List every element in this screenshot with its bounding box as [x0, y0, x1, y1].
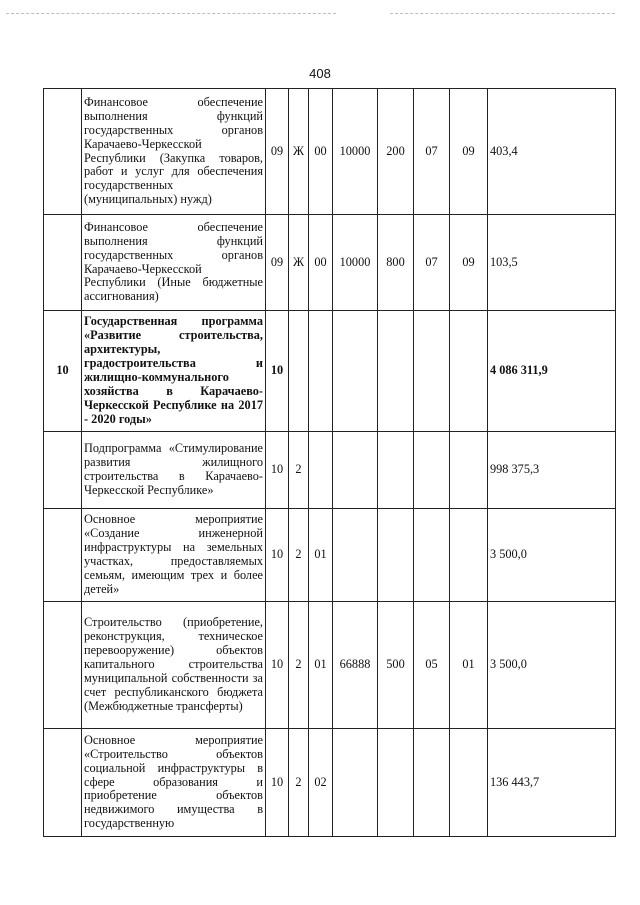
code-subsection	[450, 311, 488, 432]
code-expense-type: 200	[378, 89, 414, 215]
code-section: 07	[414, 89, 450, 215]
scan-artifact-line	[390, 13, 615, 15]
row-description: Финансовое обеспечение выполнения функций государственных органов Карачаево-Черкесской Республики (Закупка товаров, работ и услуг для обеспечения государственных (муниципальных) нужд)	[82, 89, 266, 215]
code-subprogram: 2	[289, 432, 309, 509]
code-subsection: 01	[450, 602, 488, 729]
code-program: 10	[266, 509, 289, 602]
code-program: 10	[266, 602, 289, 729]
row-index	[44, 432, 82, 509]
code-subprogram: Ж	[289, 89, 309, 215]
code-direction: 10000	[333, 215, 378, 311]
code-activity: 01	[309, 509, 333, 602]
row-index	[44, 602, 82, 729]
code-activity: 01	[309, 602, 333, 729]
code-section	[414, 432, 450, 509]
code-direction	[333, 509, 378, 602]
code-activity: 00	[309, 215, 333, 311]
row-amount: 4 086 311,9	[488, 311, 616, 432]
code-subprogram: 2	[289, 729, 309, 837]
table-row	[44, 432, 616, 509]
row-amount: 998 375,3	[488, 432, 616, 509]
table-row	[44, 89, 616, 215]
code-subprogram: 2	[289, 509, 309, 602]
code-program: 10	[266, 432, 289, 509]
code-subsection	[450, 432, 488, 509]
row-description: Основное мероприятие «Строительство объектов социальной инфраструктуры в сфере образования и приобретение объектов недвижимого имущества в государственную	[82, 729, 266, 837]
budget-table	[43, 88, 616, 837]
table-row	[44, 311, 616, 432]
row-description: Подпрограмма «Стимулирование развития жилищного строительства в Карачаево-Черкесской Республике»	[82, 432, 266, 509]
code-subprogram	[289, 311, 309, 432]
table-row	[44, 602, 616, 729]
code-subsection: 09	[450, 89, 488, 215]
row-index	[44, 729, 82, 837]
code-activity: 00	[309, 89, 333, 215]
table-row	[44, 509, 616, 602]
row-index	[44, 509, 82, 602]
code-direction: 66888	[333, 602, 378, 729]
code-subsection	[450, 509, 488, 602]
code-subprogram: 2	[289, 602, 309, 729]
row-index: 10	[44, 311, 82, 432]
code-expense-type	[378, 509, 414, 602]
row-description: Государственная программа «Развитие строительства, архитектуры, градостроительства и жилищно-коммунального хозяйства в Карачаево-Черкесской Республике на 2017 - 2020 годы»	[82, 311, 266, 432]
code-section: 05	[414, 602, 450, 729]
code-section: 07	[414, 215, 450, 311]
code-subsection	[450, 729, 488, 837]
code-expense-type: 500	[378, 602, 414, 729]
row-amount: 103,5	[488, 215, 616, 311]
code-expense-type	[378, 729, 414, 837]
table-row	[44, 729, 616, 837]
code-subsection: 09	[450, 215, 488, 311]
row-index	[44, 89, 82, 215]
scan-artifact-line	[6, 13, 336, 15]
table-row	[44, 215, 616, 311]
page-number: 408	[309, 66, 331, 81]
row-description: Финансовое обеспечение выполнения функций государственных органов Карачаево-Черкесской Республики (Иные бюджетные ассигнования)	[82, 215, 266, 311]
row-amount: 136 443,7	[488, 729, 616, 837]
code-direction: 10000	[333, 89, 378, 215]
row-description: Основное мероприятие «Создание инженерной инфраструктуры на земельных участках, предоставляемых семьям, имеющим трех и более детей»	[82, 509, 266, 602]
code-program: 10	[266, 729, 289, 837]
code-expense-type	[378, 432, 414, 509]
code-activity: 02	[309, 729, 333, 837]
code-section	[414, 509, 450, 602]
code-section	[414, 311, 450, 432]
code-subprogram: Ж	[289, 215, 309, 311]
row-amount: 403,4	[488, 89, 616, 215]
row-amount: 3 500,0	[488, 509, 616, 602]
code-section	[414, 729, 450, 837]
code-program: 09	[266, 89, 289, 215]
code-direction	[333, 311, 378, 432]
row-amount: 3 500,0	[488, 602, 616, 729]
code-activity	[309, 311, 333, 432]
code-direction	[333, 432, 378, 509]
code-expense-type: 800	[378, 215, 414, 311]
code-program: 09	[266, 215, 289, 311]
code-expense-type	[378, 311, 414, 432]
code-program: 10	[266, 311, 289, 432]
row-description: Строительство (приобретение, реконструкция, техническое перевооружение) объектов капитального строительства муниципальной собственности за счет республиканского бюджета (Межбюджетные трансферты)	[82, 602, 266, 729]
code-direction	[333, 729, 378, 837]
row-index	[44, 215, 82, 311]
code-activity	[309, 432, 333, 509]
